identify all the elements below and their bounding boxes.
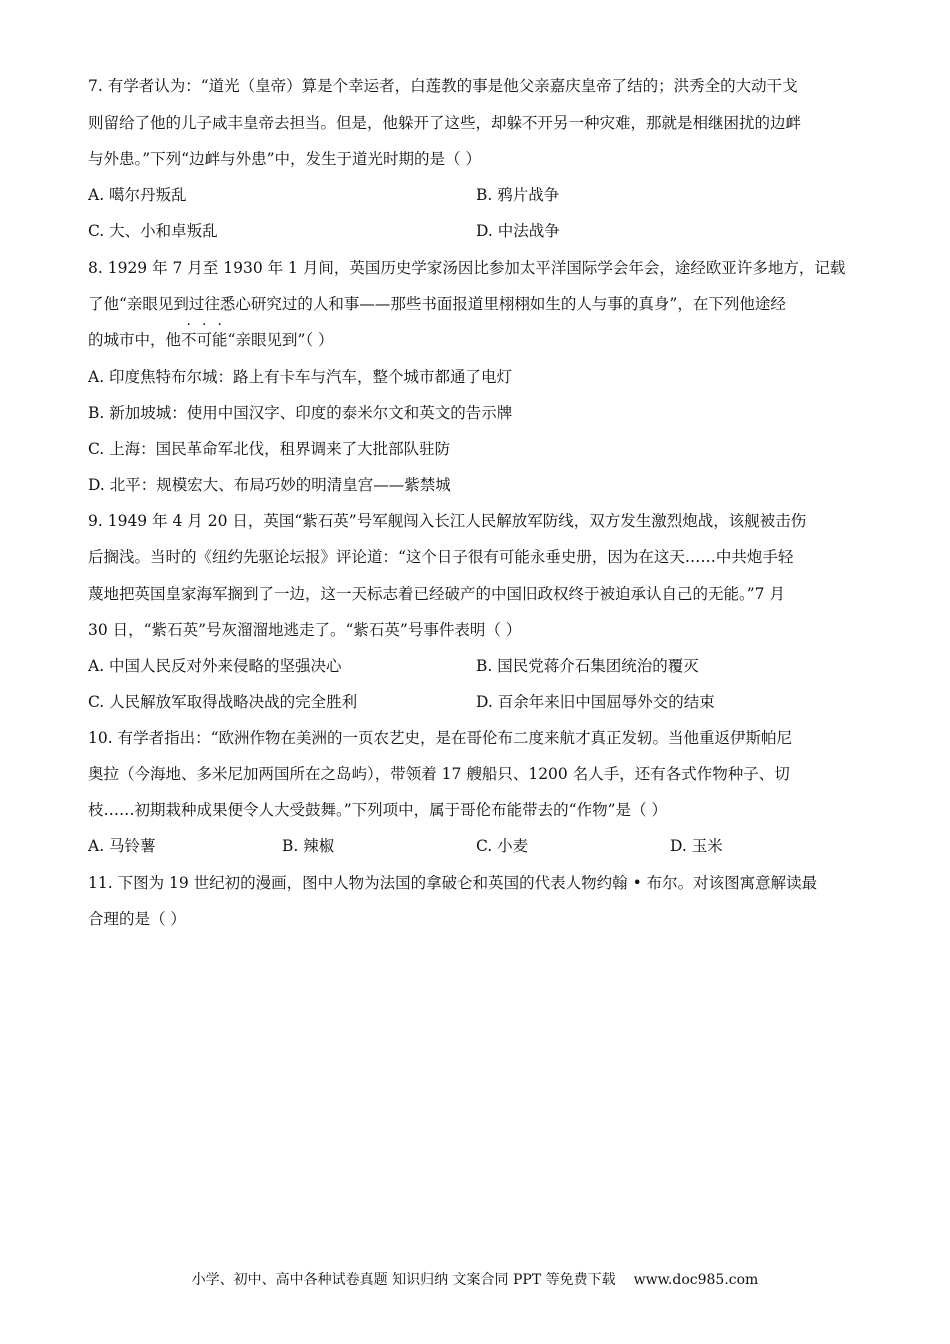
q8-option-c[interactable]: C. 上海：国民革命军北伐，租界调来了大批部队驻防	[88, 440, 451, 458]
q10-option-c[interactable]: C. 小麦	[476, 837, 529, 855]
q8-option-b[interactable]: B. 新加坡城：使用中国汉字、印度的泰米尔文和英文的告示牌	[88, 404, 513, 422]
q10-option-a[interactable]: A. 马铃薯	[88, 837, 156, 855]
q9-stem-line-3: 蔑地把英国皇家海军搁到了一边，这一天标志着已经破产的中国旧政权终于被迫承认自己的无能。”7 月	[88, 585, 785, 603]
q11-stem-line-1: 11. 下图为 19 世纪初的漫画，图中人物为法国的拿破仑和英国的代表人物约翰 • 布尔。对该图寓意解读最	[88, 874, 818, 892]
q8-stem-line-1: 8. 1929 年 7 月至 1930 年 1 月间，英国历史学家汤因比参加太平洋国际学会年会，途经欧亚许多地方，记载	[88, 259, 846, 277]
page-footer	[0, 1270, 950, 1290]
q7-option-c[interactable]: C. 大、小和卓叛乱	[88, 222, 218, 240]
q8-option-a[interactable]: A. 印度焦特布尔城：路上有卡车与汽车，整个城市都通了电灯	[88, 368, 513, 386]
footer-text: 小学、初中、高中各种试卷真题 知识归纳 文案合同 PPT 等免费下载	[191, 1272, 616, 1288]
q8-option-d[interactable]: D. 北平：规模宏大、布局巧妙的明清皇宫——紫禁城	[88, 476, 451, 494]
q10-stem-line-2: 奥拉（今海地、多米尼加两国所在之岛屿），带领着 17 艘船只、1200 名人手，还有各式作物种子、切	[88, 765, 790, 783]
q9-stem-line-2: 后搁浅。当时的《纽约先驱论坛报》评论道：“这个日子很有可能永垂史册，因为在这天……中共炮手轻	[88, 548, 794, 566]
q9-stem-line-4: 30 日，“紫石英”号灰溜溜地逃走了。“紫石英”号事件表明（ ）	[88, 621, 522, 639]
q10-option-d[interactable]: D. 玉米	[670, 837, 723, 855]
q7-option-d[interactable]: D. 中法战争	[476, 222, 560, 240]
q11-stem-line-2: 合理的是（ ）	[88, 910, 186, 928]
q10-stem-line-1: 10. 有学者指出：“欧洲作物在美洲的一页农艺史，是在哥伦布二度来航才真正发轫。当他重返伊斯帕尼	[88, 729, 793, 747]
q10-option-b[interactable]: B. 辣椒	[282, 837, 335, 855]
q8-stem-line-3	[88, 317, 334, 350]
q7-stem-line-1: 7. 有学者认为：“道光（皇帝）算是个幸运者，白莲教的事是他父亲嘉庆皇帝了结的；洪秀全的大动干戈	[88, 77, 798, 95]
q7-stem-line-2: 则留给了他的儿子咸丰皇帝去担当。但是，他躲开了这些，却躲不开另一种灾难，那就是相继困扰的边衅	[88, 114, 802, 132]
q9-option-c[interactable]: C. 人民解放军取得战略决战的完全胜利	[88, 693, 358, 711]
q7-option-a[interactable]: A. 噶尔丹叛乱	[88, 186, 187, 204]
q8-emphasis-text: · · · 不可能	[181, 317, 228, 349]
q10-stem-line-3: 枝……初期栽种成果便令人大受鼓舞。”下列项中，属于哥伦布能带去的“作物”是（ ）	[88, 801, 667, 819]
q8-stem-after: “亲眼见到”（ ）	[227, 331, 334, 349]
q7-stem-line-3: 与外患。”下列“边衅与外患”中，发生于道光时期的是（ ）	[88, 150, 481, 168]
footer-url-link[interactable]: www.doc985.com	[633, 1272, 759, 1288]
q9-stem-line-1: 9. 1949 年 4 月 20 日，英国“紫石英”号军舰闯入长江人民解放军防线，双方发生激烈炮战，该舰被击伤	[88, 512, 807, 530]
q9-option-a[interactable]: A. 中国人民反对外来侵略的坚强决心	[88, 657, 342, 675]
emphasis-dots: · · ·	[186, 317, 222, 333]
q8-stem-before: 的城市中，他	[88, 331, 182, 349]
q8-stem-line-2: 了他“亲眼见到过往悉心研究过的人和事——那些书面报道里栩栩如生的人与事的真身”，在下列他途经	[88, 295, 786, 313]
q7-option-b[interactable]: B. 鸦片战争	[476, 186, 560, 204]
q9-option-b[interactable]: B. 国民党蒋介石集团统治的覆灭	[476, 657, 699, 675]
q9-option-d[interactable]: D. 百余年来旧中国屈辱外交的结束	[476, 693, 715, 711]
